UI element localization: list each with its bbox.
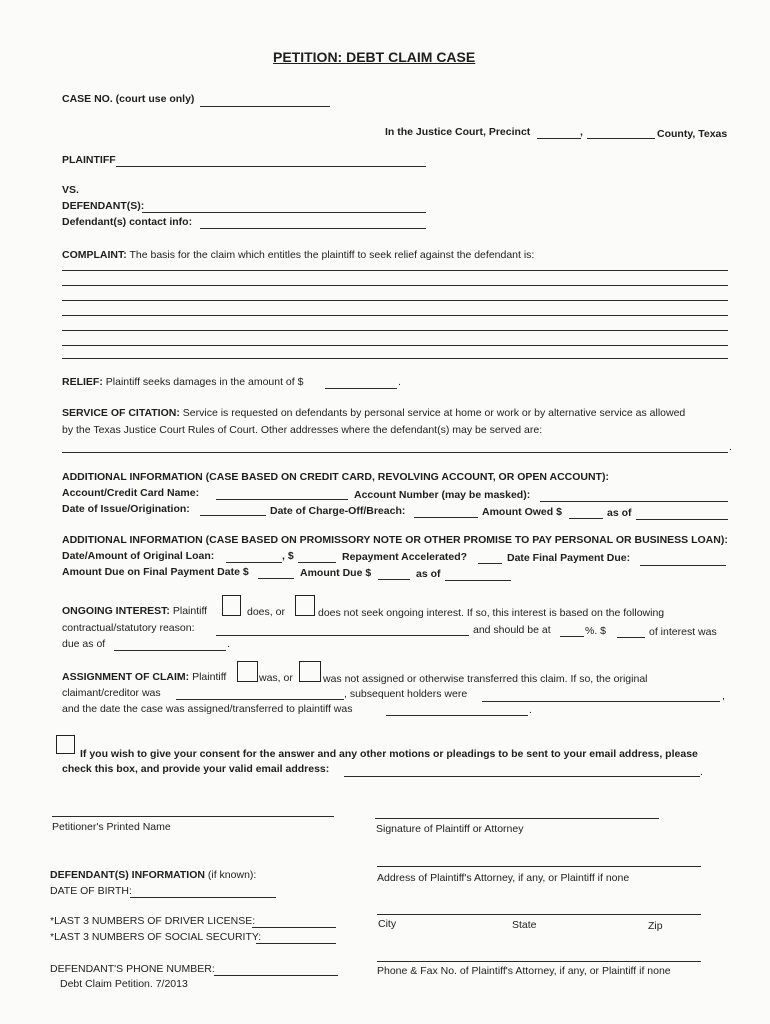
complaint-line-4[interactable] xyxy=(62,315,728,316)
case-no-field[interactable] xyxy=(200,106,330,107)
relief-amount-field[interactable] xyxy=(325,388,397,389)
amount-due-as-of-label: as of xyxy=(416,568,441,580)
date-issue-field[interactable] xyxy=(200,515,266,516)
email-address-field[interactable] xyxy=(344,776,700,777)
final-payment-field[interactable] xyxy=(640,565,726,566)
amount-due-final-label: Amount Due on Final Payment Date $ xyxy=(62,566,249,578)
assignment-was-or: was, or xyxy=(259,672,293,684)
account-number-label: Account Number (may be masked): xyxy=(354,489,531,501)
defendants-field[interactable] xyxy=(142,212,426,213)
service-address-field[interactable] xyxy=(62,452,728,453)
license-field[interactable] xyxy=(252,927,336,928)
email-consent-text-1: If you wish to give your consent for the answer and any other motions or pleadings to be sent to your email address, please xyxy=(80,748,698,760)
original-loan-label: Date/Amount of Original Loan: xyxy=(62,550,215,562)
footer-form-id: Debt Claim Petition. 7/2013 xyxy=(60,978,188,990)
interest-line-1 xyxy=(62,605,207,617)
ssn-field[interactable] xyxy=(256,943,336,944)
assignment-was-not-checkbox[interactable] xyxy=(299,661,321,682)
amount-owed-field[interactable] xyxy=(569,518,603,519)
interest-end: . xyxy=(227,638,230,650)
interest-rate-field[interactable] xyxy=(560,636,584,637)
attorney-address-label: Address of Plaintiff's Attorney, if any, or Plaintiff if none xyxy=(377,872,630,884)
defendant-phone-field[interactable] xyxy=(214,975,338,976)
assignment-plaintiff: Plaintiff xyxy=(192,671,227,683)
service-text-2: by the Texas Justice Court Rules of Court. Other addresses where the defendant(s) may be served are: xyxy=(62,424,543,436)
complaint-line xyxy=(62,249,534,261)
interest-of-interest-was: of interest was xyxy=(649,626,717,638)
assignment-was-checkbox[interactable] xyxy=(237,661,258,682)
amount-due-field[interactable] xyxy=(378,579,410,580)
repayment-field[interactable] xyxy=(478,563,502,564)
assignment-claimant-label: claimant/creditor was xyxy=(62,687,161,699)
amount-due-label: Amount Due $ xyxy=(300,567,372,579)
city-label: City xyxy=(378,918,397,930)
interest-amount-field[interactable] xyxy=(617,637,645,638)
plaintiff-field[interactable] xyxy=(116,166,426,167)
assignment-comma: , xyxy=(722,690,725,702)
account-name-label: Account/Credit Card Name: xyxy=(62,487,200,499)
county-field[interactable] xyxy=(587,138,655,139)
interest-does-checkbox[interactable] xyxy=(222,595,241,616)
promissory-heading: ADDITIONAL INFORMATION (CASE BASED ON PROMISSORY NOTE OR OTHER PROMISE TO PAY PERSONAL OR BUSINESS LOAN): xyxy=(62,534,728,546)
dob-label: DATE OF BIRTH: xyxy=(50,885,132,897)
relief-label: RELIEF: xyxy=(62,376,103,388)
assignment-line-1 xyxy=(62,671,226,683)
interest-due-date-field[interactable] xyxy=(114,650,226,651)
defendant-phone-label: DEFENDANT'S PHONE NUMBER: xyxy=(50,963,215,975)
zip-label: Zip xyxy=(648,920,663,932)
email-consent-end: . xyxy=(700,766,703,778)
interest-does-not-checkbox[interactable] xyxy=(295,595,315,616)
defendant-info-line xyxy=(50,869,256,881)
email-consent-text-2: check this box, and provide your valid email address: xyxy=(62,763,330,775)
plaintiff-label: PLAINTIFF xyxy=(62,154,116,166)
assignment-was-not: was not assigned or otherwise transferred this claim. If so, the original xyxy=(323,673,648,685)
complaint-line-2[interactable] xyxy=(62,285,728,286)
amount-due-final-field[interactable] xyxy=(258,578,294,579)
interest-does-or: does, or xyxy=(247,606,285,618)
original-loan-date-field[interactable] xyxy=(226,562,282,563)
credit-card-heading: ADDITIONAL INFORMATION (CASE BASED ON CREDIT CARD, REVOLVING ACCOUNT, OR OPEN ACCOUNT): xyxy=(62,471,609,483)
defendant-contact-label: Defendant(s) contact info: xyxy=(62,216,193,228)
petitioner-name-label: Petitioner's Printed Name xyxy=(52,821,171,833)
original-loan-comma: , $ xyxy=(282,550,294,562)
original-loan-amount-field[interactable] xyxy=(298,562,336,563)
charge-off-field[interactable] xyxy=(414,517,478,518)
page-title: PETITION: DEBT CLAIM CASE xyxy=(273,49,476,65)
interest-reason-field[interactable] xyxy=(216,635,469,636)
city-state-zip-field[interactable] xyxy=(377,914,701,915)
ssn-label: *LAST 3 NUMBERS OF SOCIAL SECURITY: xyxy=(50,931,262,943)
precinct-field[interactable] xyxy=(537,138,581,139)
complaint-text: The basis for the claim which entitles the plaintiff to seek relief against the defendant is: xyxy=(129,249,535,261)
assignment-date-label: and the date the case was assigned/transferred to plaintiff was xyxy=(62,703,353,715)
assignment-date-field[interactable] xyxy=(386,715,528,716)
complaint-line-6[interactable] xyxy=(62,345,728,346)
defendant-info-if-known: (if known): xyxy=(207,869,257,881)
amount-owed-label: Amount Owed $ xyxy=(482,506,562,518)
county-texas-label: County, Texas xyxy=(657,128,728,140)
interest-plaintiff: Plaintiff xyxy=(172,605,208,617)
service-label: SERVICE OF CITATION: xyxy=(62,407,180,419)
final-payment-label: Date Final Payment Due: xyxy=(507,552,631,564)
relief-line xyxy=(62,376,303,388)
amount-owed-as-of-field[interactable] xyxy=(636,519,728,520)
date-issue-label: Date of Issue/Origination: xyxy=(62,503,190,515)
attorney-address-field[interactable] xyxy=(377,866,701,867)
complaint-line-1[interactable] xyxy=(62,270,728,271)
phone-fax-label: Phone & Fax No. of Plaintiff's Attorney, if any, or Plaintiff if none xyxy=(377,965,671,977)
repayment-label: Repayment Accelerated? xyxy=(342,551,468,563)
interest-label: ONGOING INTEREST: xyxy=(62,605,170,617)
license-label: *LAST 3 NUMBERS OF DRIVER LICENSE: xyxy=(50,915,256,927)
service-line-1 xyxy=(62,407,685,419)
state-label: State xyxy=(512,919,537,931)
court-comma: , xyxy=(580,126,583,138)
defendant-contact-field[interactable] xyxy=(200,228,426,229)
interest-due-as-of: due as of xyxy=(62,638,106,650)
complaint-line-5[interactable] xyxy=(62,330,728,331)
account-number-field[interactable] xyxy=(540,501,728,502)
amount-due-as-of-field[interactable] xyxy=(445,580,511,581)
assignment-subsequent-label: , subsequent holders were xyxy=(344,688,468,700)
service-text-1: Service is requested on defendants by personal service at home or work or by alternative service as allowed xyxy=(182,407,686,419)
assignment-subsequent-field[interactable] xyxy=(482,701,720,702)
assignment-claimant-field[interactable] xyxy=(176,699,344,700)
signature-field[interactable] xyxy=(375,818,659,819)
complaint-line-7[interactable] xyxy=(62,358,728,359)
case-no-label: CASE NO. (court use only) xyxy=(62,93,195,105)
relief-end: . xyxy=(398,376,401,388)
court-precinct-label: In the Justice Court, Precinct xyxy=(385,126,531,138)
charge-off-label: Date of Charge-Off/Breach: xyxy=(270,505,406,517)
dob-field[interactable] xyxy=(130,897,276,898)
signature-label: Signature of Plaintiff or Attorney xyxy=(376,823,524,835)
amount-owed-as-of-label: as of xyxy=(607,507,632,519)
vs-label: VS. xyxy=(62,184,79,196)
petitioner-name-field[interactable] xyxy=(52,816,334,817)
account-name-field[interactable] xyxy=(216,499,348,500)
service-end: . xyxy=(729,441,732,453)
complaint-label: COMPLAINT: xyxy=(62,249,127,261)
assignment-end: . xyxy=(529,704,532,716)
interest-does-not: does not seek ongoing interest. If so, this interest is based on the following xyxy=(318,607,665,619)
interest-reason-label: contractual/statutory reason: xyxy=(62,622,195,634)
assignment-label: ASSIGNMENT OF CLAIM: xyxy=(62,671,190,683)
defendant-info-label: DEFENDANT(S) INFORMATION xyxy=(50,869,205,881)
interest-pct: %. $ xyxy=(585,625,607,637)
complaint-line-3[interactable] xyxy=(62,300,728,301)
phone-fax-field[interactable] xyxy=(377,961,701,962)
interest-should-be-at: and should be at xyxy=(473,624,551,636)
relief-text: Plaintiff seeks damages in the amount of $ xyxy=(105,376,304,388)
defendants-label: DEFENDANT(S): xyxy=(62,200,145,212)
email-consent-checkbox[interactable] xyxy=(56,735,75,754)
